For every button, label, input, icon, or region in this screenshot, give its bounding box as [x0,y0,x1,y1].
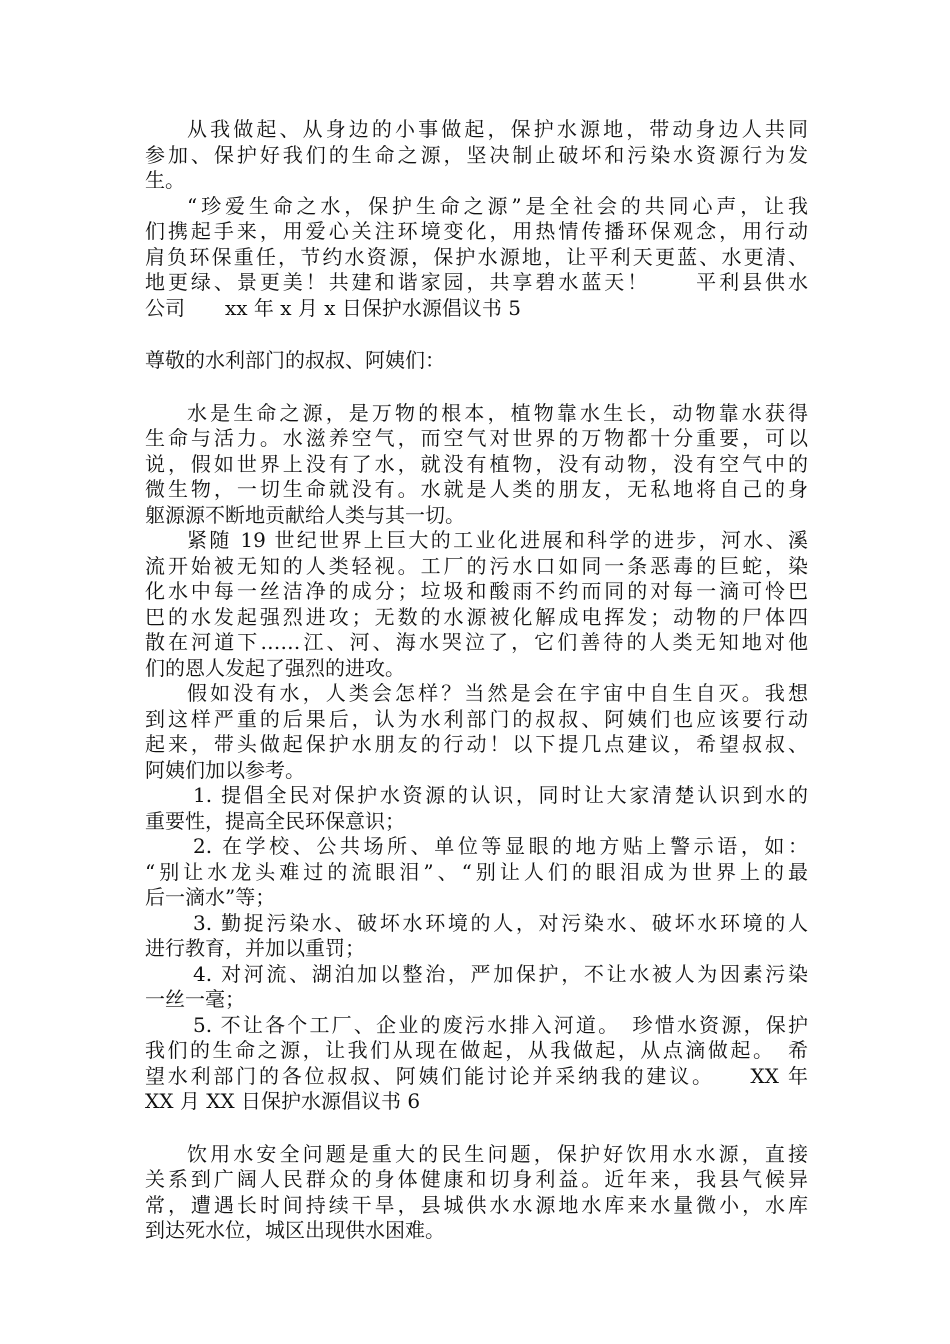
text-line: 关系到广阔人民群众的身体健康和切身利益。近年来，我县气候异 [145,1167,808,1191]
text-line: 起来，带头做起保护水朋友的行动！以下提几点建议，希望叔叔、 [145,732,808,756]
text-line: 紧随 19 世纪世界上巨大的工业化进展和科学的进步，河水、溪 [187,528,808,552]
text-line: 巴的水发起强烈进攻；无数的水源被化解成电挥发；动物的尸体四 [145,604,808,629]
text-line: 一丝一毫； [145,987,245,1011]
text-line: 进行教育，并加以重罚； [145,936,365,960]
text-line: 4. 对河流、湖泊加以整治，严加保护，不让水被人为因素污染 [193,961,808,986]
paragraph-5 [145,681,808,783]
text-line: 3. 勤捉污染水、破坏水环境的人，对污染水、破坏水环境的人 [193,910,808,935]
text-line: 假如没有水，人类会怎样？当然是会在宇宙中自生自灭。我想 [187,681,808,705]
spacer [145,374,808,401]
paragraph-3 [145,401,808,529]
text-line: 从我做起、从身边的小事做起，保护水源地，带动身边人共同 [187,117,808,141]
paragraph-4 [145,528,808,681]
text-line: 生命与活力。水滋养空气，而空气对世界的万物都十分重要，可以 [145,426,808,450]
text-line: 常，遭遇长时间持续干旱，县城供水水源地水库来水量微小，水库 [145,1192,808,1217]
document-page [145,117,808,1244]
text-line: “珍爱生命之水，保护生命之源”是全社会的共同心声，让我 [187,193,808,218]
text-line: 流开始被无知的人类轻视。工厂的污水口如同一条恶毒的巨蛇，染 [145,553,808,578]
text-line: 望水利部门的各位叔叔、阿姨们能讨论并采纳我的建议。 XX 年 [145,1063,808,1088]
paragraph-6 [145,1142,808,1244]
paragraph-2 [145,194,808,322]
text-line: 1. 提倡全民对保护水资源的认识，同时让大家清楚认识到水的 [193,783,808,807]
text-line: 阿姨们加以参考。 [145,757,305,782]
text-line: 水是生命之源，是万物的根本，植物靠水生长，动物靠水获得 [187,400,808,425]
text-line: 肩负环保重任，节约水资源，保护水源地，让平利天更蓝、水更清、 [145,244,808,269]
text-line: 们携起手来，用爱心关注环境变化，用热情传播环保观念，用行动 [145,219,808,243]
text-line: 饮用水安全问题是重大的民生问题，保护好饮用水水源，直接 [187,1141,808,1166]
text-line: 重要性，提高全民环保意识； [145,808,405,833]
paragraph-1 [145,117,808,194]
text-line: 我们的生命之源，让我们从现在做起，从我做起，从点滴做起。 希 [145,1038,808,1062]
text-line: 5. 不让各个工厂、企业的废污水排入河道。 珍惜水资源，保护 [193,1012,808,1037]
suggestion-2 [145,834,808,911]
suggestion-5 [145,1013,808,1115]
text-line: 化水中每一丝洁净的成分；垃圾和酸雨不约而同的对每一滴可怜巴 [145,579,808,603]
text-line: 地更绿、景更美！共建和谐家园，共享碧水蓝天！ 平利县供水 [145,270,808,294]
text-line: 2. 在学校、公共场所、单位等显眼的地方贴上警示语，如： [193,834,808,858]
text-line: XX 月 XX 日保护水源倡议书 6 [145,1089,421,1113]
text-line: 到这样严重的后果后，认为水利部门的叔叔、阿姨们也应该要行动 [145,706,808,731]
text-line: “别让水龙头难过的流眼泪”、“别让人们的眼泪成为世界上的最 [145,859,808,884]
text-line: 躯源源不断地贡献给人类与其一切。 [145,502,465,527]
suggestion-4 [145,962,808,1013]
text-line: 说，假如世界上没有了水，就没有植物，没有动物，没有空气中的 [145,451,808,476]
text-line: 参加、保护好我们的生命之源，坚决制止破坏和污染水资源行为发 [145,142,808,167]
suggestion-1 [145,783,808,834]
spacer [145,1115,808,1142]
text-line: 微生物，一切生命就没有。水就是人类的朋友，无私地将自己的身 [145,477,808,501]
salutation: 尊敬的水利部门的叔叔、阿姨们： [145,348,445,372]
suggestion-3 [145,911,808,962]
text-line: 到达死水位，城区出现供水困难。 [145,1218,445,1242]
text-line: 公司 xx 年 x 月 x 日保护水源倡议书 5 [145,295,521,320]
text-line: 生。 [145,168,185,192]
spacer [145,321,808,348]
text-line: 们的恩人发起了强烈的进攻。 [145,655,405,680]
text-line: 散在河道下……江、河、海水哭泣了，它们善待的人类无知地对他 [145,630,808,654]
text-line: 后一滴水”等； [145,885,276,909]
